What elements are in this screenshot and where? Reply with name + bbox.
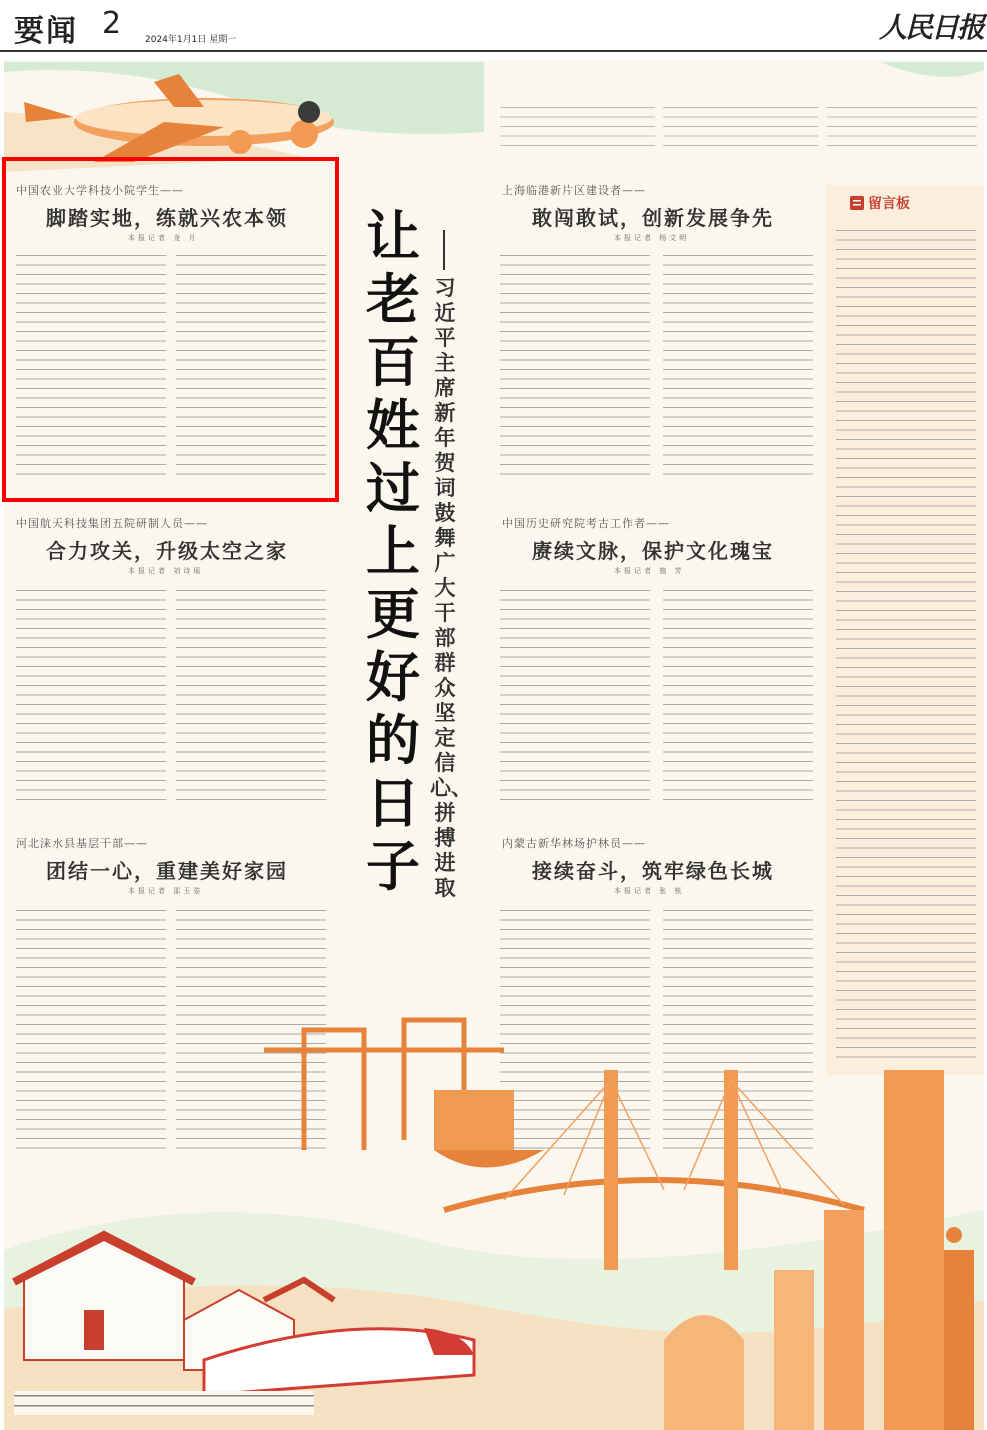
article-headline[interactable]: 团结一心，重建美好家园 bbox=[46, 859, 288, 883]
page-number: 2 bbox=[102, 6, 122, 41]
article-byline: 本报记者 邵玉姿 bbox=[128, 887, 204, 895]
article-kicker: 河北涞水县基层干部—— bbox=[16, 837, 148, 850]
article-kicker: 中国航天科技集团五院研制人员—— bbox=[16, 517, 208, 530]
sky-swoop bbox=[880, 62, 984, 92]
masthead-logo: 人民日报 bbox=[878, 11, 983, 44]
guestbook-body bbox=[836, 225, 976, 1065]
landscape-illustration bbox=[4, 1010, 984, 1430]
article-byline: 本报记者 刘诗瑶 bbox=[128, 567, 204, 575]
article-byline: 本报记者 龙 月 bbox=[128, 234, 199, 242]
article-byline: 本报记者 张 枨 bbox=[614, 887, 685, 895]
body-text-column bbox=[827, 102, 977, 150]
credits-footer bbox=[14, 1391, 314, 1415]
article-byline: 本报记者 施 芳 bbox=[614, 567, 685, 575]
article-headline[interactable]: 敢闯敢试，创新发展争先 bbox=[532, 206, 774, 230]
article-headline[interactable]: 接续奋斗，筑牢绿色长城 bbox=[532, 859, 774, 883]
article-headline[interactable]: 脚踏实地，练就兴农本领 bbox=[46, 206, 288, 230]
article-byline: 本报记者 杨文明 bbox=[614, 234, 690, 242]
page-header bbox=[0, 0, 987, 52]
main-title: 让老百姓过上更好的日子 bbox=[366, 205, 420, 898]
guestbook-title: 留言板 bbox=[868, 196, 910, 212]
article-body bbox=[500, 250, 650, 482]
article-body bbox=[176, 585, 326, 807]
article-body bbox=[16, 585, 166, 807]
article-body bbox=[663, 585, 813, 807]
article-body bbox=[500, 585, 650, 807]
section-name: 要闻 bbox=[14, 14, 78, 49]
article-headline[interactable]: 合力攻关，升级太空之家 bbox=[46, 539, 288, 563]
body-text-column bbox=[663, 102, 818, 150]
guestbook-icon bbox=[850, 196, 864, 210]
article-body bbox=[663, 250, 813, 482]
article-kicker: 上海临港新片区建设者—— bbox=[502, 184, 646, 197]
article-kicker: 内蒙古新华林场护林员—— bbox=[502, 837, 646, 850]
article-headline[interactable]: 赓续文脉，保护文化瑰宝 bbox=[532, 539, 774, 563]
body-text-column bbox=[500, 102, 655, 150]
highlight-box bbox=[2, 157, 339, 502]
airplane-illustration bbox=[4, 62, 484, 172]
main-subtitle: 习近平主席新年贺词鼓舞广大干部群众坚定信心、拼搏进取 bbox=[430, 275, 472, 900]
article-kicker: 中国历史研究院考古工作者—— bbox=[502, 517, 670, 530]
article-kicker: 中国农业大学科技小院学生—— bbox=[16, 184, 184, 197]
subtitle-dash bbox=[443, 230, 445, 270]
issue-date: 2024年1月1日 星期一 bbox=[145, 35, 237, 45]
